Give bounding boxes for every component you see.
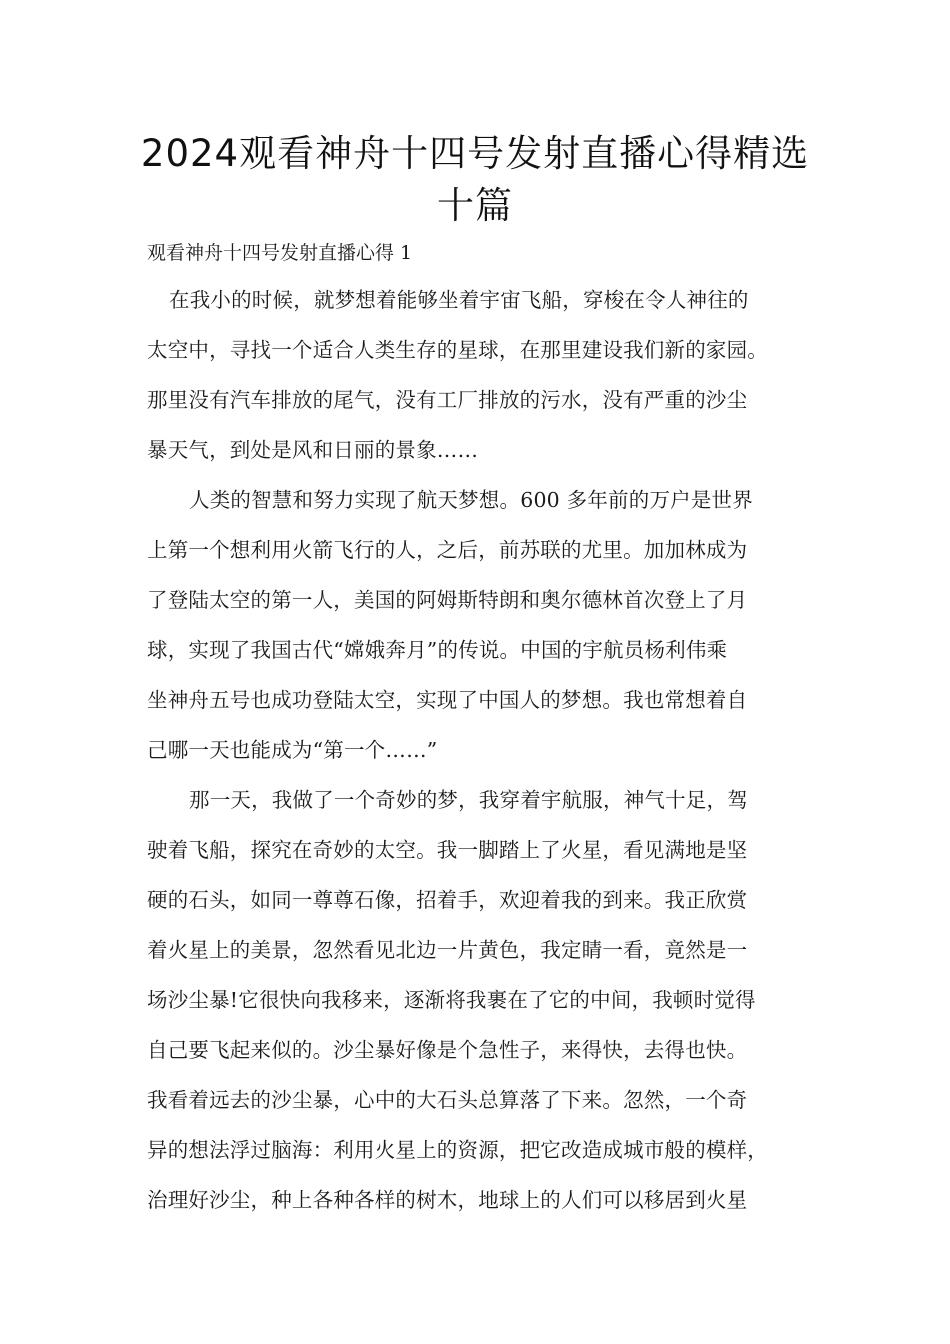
paragraph-line: 上第一个想利用火箭飞行的人，之后，前苏联的尤里。加加林成为: [147, 538, 748, 562]
paragraph-line: 暴天气，到处是风和日丽的景象……: [147, 438, 479, 462]
paragraph-line: 驶着飞船，探究在奇妙的太空。我一脚踏上了火星，看见满地是坚: [147, 838, 748, 862]
paragraph-line: 那里没有汽车排放的尾气，没有工厂排放的污水，没有严重的沙尘: [147, 388, 748, 412]
document-body: [147, 282, 827, 1232]
paragraph-line: 在我小的时候，就梦想着能够坐着宇宙飞船，穿梭在令人神往的: [169, 288, 749, 312]
paragraph-line: 己哪一天也能成为“第一个……”: [147, 738, 438, 762]
paragraph-line: 着火星上的美景，忽然看见北边一片黄色，我定睛一看，竟然是一: [147, 938, 748, 962]
paragraph-line: 人类的智慧和努力实现了航天梦想。600 多年前的万户是世界: [189, 488, 753, 512]
paragraph-line: 自己要飞起来似的。沙尘暴好像是个急性子，来得快，去得也快。: [147, 1038, 748, 1062]
title-line-2: 十篇: [437, 184, 513, 227]
paragraph-line: 治理好沙尘，种上各种各样的树木，地球上的人们可以移居到火星: [147, 1188, 748, 1212]
paragraph-line: 球，实现了我国古代“嫦娥奔月”的传说。中国的宇航员杨利伟乘: [147, 638, 728, 662]
paragraph-line: 异的想法浮过脑海：利用火星上的资源，把它改造成城市般的模样，: [147, 1138, 768, 1162]
paragraph-line: 场沙尘暴!它很快向我移来，逐渐将我裹在了它的中间，我顿时觉得: [147, 988, 756, 1012]
section-heading: 观看神舟十四号发射直播心得 1: [147, 242, 413, 264]
paragraph-line: 那一天，我做了一个奇妙的梦，我穿着宇航服，神气十足，驾: [189, 788, 748, 812]
paragraph-line: 太空中，寻找一个适合人类生存的星球，在那里建设我们新的家园。: [147, 338, 768, 362]
title-line-1: 2024观看神舟十四号发射直播心得精选: [140, 132, 810, 175]
paragraph-line: 了登陆太空的第一人，美国的阿姆斯特朗和奥尔德林首次登上了月: [147, 588, 748, 612]
paragraph-line: 硬的石头，如同一尊尊石像，招着手，欢迎着我的到来。我正欣赏: [147, 888, 748, 912]
paragraph-line: 坐神舟五号也成功登陆太空，实现了中国人的梦想。我也常想着自: [147, 688, 748, 712]
document-title: [100, 128, 850, 232]
paragraph-line: 我看着远去的沙尘暴，心中的大石头总算落了下来。忽然，一个奇: [147, 1088, 748, 1112]
